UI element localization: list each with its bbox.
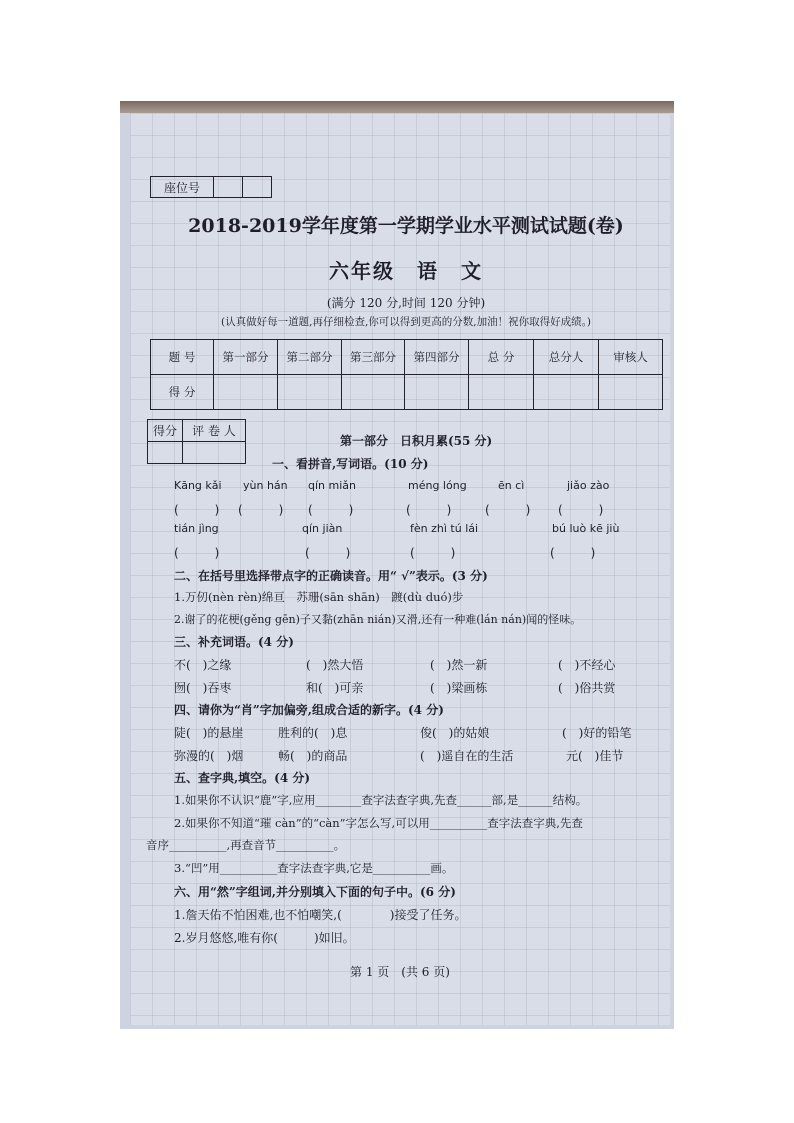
score-cell[interactable] — [214, 375, 278, 410]
q2-line: 1.万仞(nèn rèn)绵亘 苏珊(sān shān) 踱(dù duó)步 — [174, 590, 464, 604]
idiom-item: 不( )之缘 — [174, 658, 232, 672]
answer-blank[interactable]: ( ) — [558, 503, 604, 517]
seat-number-box — [150, 176, 272, 198]
grader-name-label: 评 卷 人 — [183, 420, 246, 442]
q6-line: 1.詹天佑不怕困难,也不怕嘲笑,( )接受了任务。 — [174, 908, 467, 922]
encouragement-note: (认真做好每一道题,再仔细检查,你可以得到更高的分数,加油！祝你取得好成绩。) — [221, 316, 591, 328]
q5-line: 2.如果你不知道“璀 càn”的“càn”字怎么写,可以用__________查字法查字典,先查 — [174, 816, 583, 830]
photo-background-edge — [120, 101, 674, 113]
score-table — [150, 339, 663, 410]
pinyin: yùn hán — [243, 479, 288, 492]
answer-blank[interactable]: ( ) — [238, 503, 284, 517]
seat-cell[interactable] — [214, 177, 243, 198]
answer-blank[interactable]: ( ) — [550, 546, 596, 560]
word-item: 胜利的( )息 — [278, 726, 348, 740]
pinyin: méng lóng — [408, 479, 467, 492]
score-header: 第一部分 — [214, 340, 278, 375]
q5-line: 3.“凹”用__________查字法查字典,它是__________画。 — [174, 861, 454, 875]
word-item: 弥漫的( )烟 — [174, 749, 244, 763]
score-row-label: 得 分 — [151, 375, 214, 410]
answer-blank[interactable]: ( ) — [485, 503, 531, 517]
seat-cell[interactable] — [243, 177, 272, 198]
score-cell[interactable] — [405, 375, 469, 410]
pinyin: ēn cì — [498, 479, 525, 492]
answer-blank[interactable]: ( ) — [174, 503, 220, 517]
pinyin: fèn zhì tú lái — [410, 522, 479, 535]
q6-line: 2.岁月悠悠,唯有你( )如旧。 — [174, 931, 355, 945]
q5-line: 音序__________,再查音节__________。 — [146, 838, 346, 852]
score-cell[interactable] — [278, 375, 342, 410]
word-item: ( )遥自在的生活 — [420, 749, 514, 763]
grader-score-label: 得分 — [148, 420, 183, 442]
score-header: 题 号 — [151, 340, 214, 375]
answer-blank[interactable]: ( ) — [406, 503, 452, 517]
pinyin: qín miǎn — [308, 479, 356, 492]
q2-line: 2.谢了的花梗(gěng gēn)子又黏(zhān nián)又滑,还有一种难(lán nán)闻的怪味。 — [174, 613, 582, 626]
word-item: 畅( )的商品 — [278, 749, 348, 763]
idiom-item: 和( )可亲 — [306, 681, 364, 695]
exam-paper — [130, 113, 670, 1025]
exam-info: (满分 120 分,时间 120 分钟) — [326, 296, 486, 310]
idiom-item: ( )然大悟 — [306, 658, 364, 672]
word-item: 俊( )的姑娘 — [420, 726, 490, 740]
pinyin: qín jiàn — [302, 522, 343, 535]
answer-blank[interactable]: ( ) — [308, 503, 354, 517]
idiom-item: ( )不经心 — [558, 658, 616, 672]
score-cell[interactable] — [599, 375, 663, 410]
pinyin: jiǎo zào — [567, 479, 610, 492]
score-header: 第三部分 — [342, 340, 405, 375]
score-header: 总分人 — [534, 340, 599, 375]
grader-name-cell[interactable] — [183, 442, 246, 464]
answer-blank[interactable]: ( ) — [305, 546, 351, 560]
page-subtitle: 六年级 语 文 — [329, 259, 483, 283]
q4-title: 四、请你为“肖”字加偏旁,组成合适的新字。(4 分) — [174, 703, 444, 717]
answer-blank[interactable]: ( ) — [410, 546, 456, 560]
answer-blank[interactable]: ( ) — [174, 546, 220, 560]
q6-title: 六、用“然”字组词,并分别填入下面的句子中。(6 分) — [174, 885, 456, 899]
q1-title: 一、看拼音,写词语。(10 分) — [272, 457, 429, 471]
seat-label: 座位号 — [151, 177, 214, 198]
photo-frame — [120, 101, 674, 1029]
q2-title: 二、在括号里选择带点字的正确读音。用“ √”表示。(3 分) — [174, 569, 488, 583]
score-cell[interactable] — [469, 375, 534, 410]
page-title: 2018-2019学年度第一学期学业水平测试试题(卷) — [188, 215, 624, 237]
word-item: ( )好的铅笔 — [562, 726, 632, 740]
score-header: 审核人 — [599, 340, 663, 375]
pinyin: tián jìng — [174, 522, 219, 535]
idiom-item: ( )俗共赏 — [558, 681, 616, 695]
page-footer: 第 1 页 (共 6 页) — [350, 965, 450, 979]
q3-title: 三、补充词语。(4 分) — [174, 635, 294, 649]
score-header: 第四部分 — [405, 340, 469, 375]
score-cell[interactable] — [534, 375, 599, 410]
q5-title: 五、查字典,填空。(4 分) — [174, 771, 311, 785]
word-item: 元( )佳节 — [566, 749, 624, 763]
part1-title: 第一部分 日积月累(55 分) — [340, 434, 493, 448]
idiom-item: ( )梁画栋 — [430, 681, 488, 695]
q5-line: 1.如果你不认识“鹿”字,应用________查字法查字典,先查______部,是______结构。 — [174, 793, 588, 807]
score-header: 总 分 — [469, 340, 534, 375]
idiom-item: 囫( )吞枣 — [174, 681, 232, 695]
word-item: 陡( )的悬崖 — [174, 726, 244, 740]
idiom-item: ( )然一新 — [430, 658, 488, 672]
score-cell[interactable] — [342, 375, 405, 410]
pinyin: bú luò kē jiù — [552, 522, 620, 535]
grader-score-cell[interactable] — [148, 442, 183, 464]
score-header: 第二部分 — [278, 340, 342, 375]
grader-box — [147, 419, 246, 464]
pinyin: Kāng kǎi — [174, 479, 222, 492]
